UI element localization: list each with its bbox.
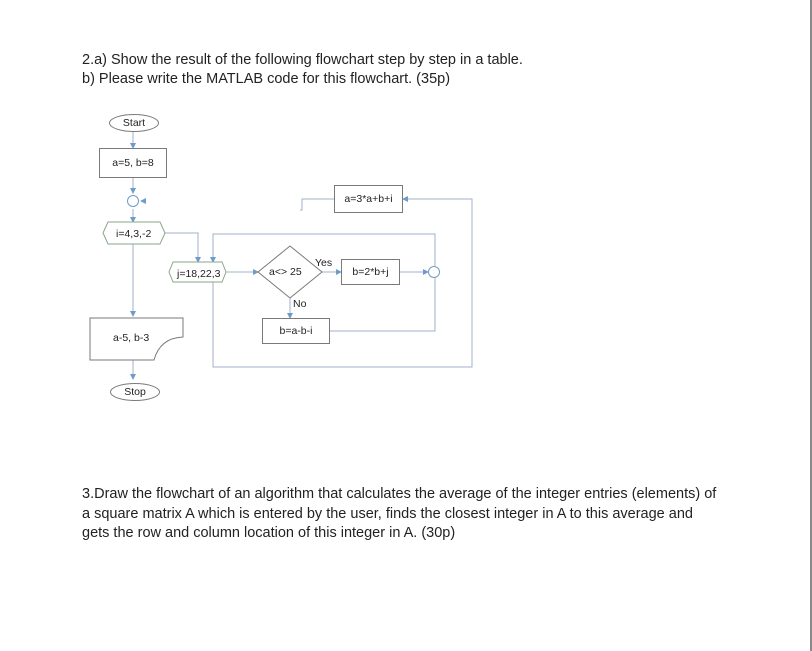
question-3: 3.Draw the flowchart of an algorithm that calculates the average of the integer entries (elements) of a square matrix A which is entered by the user, finds the closest integer in A to this average and gets the row and column location of this integer in A. (30p): [82, 486, 717, 541]
no-process: [262, 318, 330, 344]
loop-i-label: i=4,3,-2: [116, 228, 152, 240]
no-label: No: [293, 298, 307, 310]
loop-j-label: j=18,22,3: [177, 268, 221, 280]
start-label: Start: [122, 117, 146, 129]
decision-label: a<> 25: [269, 266, 302, 278]
after-j-process-label: a=3*a+b+i: [344, 193, 393, 205]
output-label: a-5, b-3: [113, 332, 150, 344]
yes-process: [341, 259, 400, 285]
init-label: a=5, b=8: [112, 157, 154, 169]
question-2b: b) Please write the MATLAB code for this flowchart. (35p): [82, 71, 451, 87]
stop-terminal: [110, 383, 160, 401]
question-2a: 2.a) Show the result of the following flowchart step by step in a table.: [82, 52, 523, 68]
start-terminal: [109, 114, 159, 132]
stop-label: Stop: [124, 386, 146, 398]
no-process-label: b=a-b-i: [279, 325, 313, 337]
init-process: [99, 148, 167, 178]
yes-process-label: b=2*b+j: [352, 266, 389, 278]
after-j-process: [334, 185, 403, 213]
yes-label: Yes: [315, 257, 333, 269]
